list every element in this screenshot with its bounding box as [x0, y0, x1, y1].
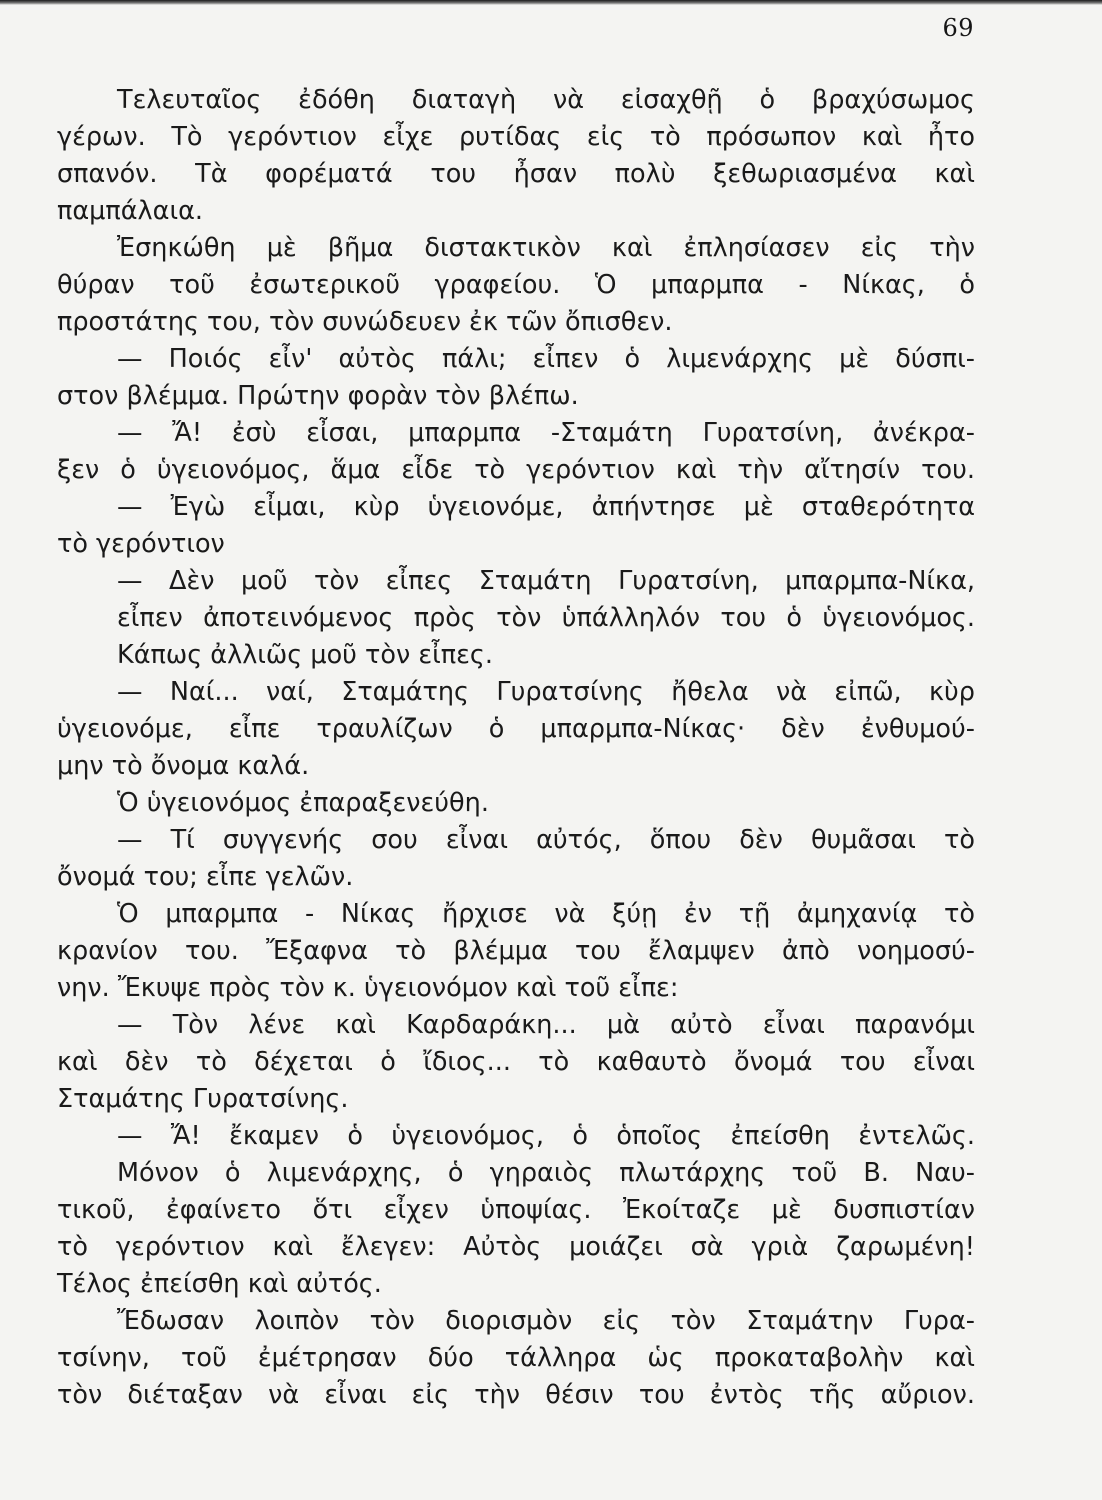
- text-line: — Τὸν λένε καὶ Καρδαράκη... μὰ αὐτὸ εἶναι παρανόμι: [117, 1010, 975, 1040]
- text-line: Ἔδωσαν λοιπὸν τὸν διορισμὸν εἰς τὸν Σταμάτην Γυρα-: [117, 1306, 975, 1336]
- text-line: προστάτης του, τὸν συνώδευεν ἐκ τῶν ὄπισθεν.: [57, 307, 673, 337]
- text-line: ξεν ὁ ὑγειονόμος, ἅμα εἶδε τὸ γερόντιον καὶ τὴν αἴτησίν του.: [57, 455, 975, 485]
- text-line: Ἐσηκώθη μὲ βῆμα διστακτικὸν καὶ ἐπλησίασεν εἰς τὴν: [117, 233, 975, 263]
- text-line: — Ἄ! ἔκαμεν ὁ ὑγειονόμος, ὁ ὁποῖος ἐπείσθη ἐντελῶς.: [117, 1121, 975, 1151]
- text-line: τὸν διέταξαν νὰ εἶναι εἰς τὴν θέσιν του ἐντὸς τῆς αὔριον.: [57, 1380, 975, 1410]
- text-line: τὸ γερόντιον καὶ ἔλεγεν: Αὐτὸς μοιάζει σὰ γριὰ ζαρωμένη!: [57, 1232, 975, 1262]
- text-line: — Ναί... ναί, Σταμάτης Γυρατσίνης ἤθελα νὰ εἰπῶ, κὺρ: [117, 677, 975, 707]
- text-line: ὄνομά του; εἶπε γελῶν.: [57, 862, 354, 892]
- body-text: [57, 82, 975, 1414]
- text-line: Κάπως ἀλλιῶς μοῦ τὸν εἶπες.: [117, 640, 493, 670]
- text-line: — Τί συγγενής σου εἶναι αὐτός, ὅπου δὲν θυμᾶσαι τὸ: [117, 825, 975, 855]
- text-line: — Δὲν μοῦ τὸν εἶπες Σταμάτη Γυρατσίνη, μπαρμπα-Νίκα,: [117, 566, 975, 596]
- text-line: σπανόν. Τὰ φορέματά του ἦσαν πολὺ ξεθωριασμένα καὶ: [57, 159, 975, 189]
- text-line: — Ποιός εἶν' αὐτὸς πάλι; εἶπεν ὁ λιμενάρχης μὲ δύσπι-: [117, 344, 975, 374]
- text-line: Ὁ μπαρμπα - Νίκας ἤρχισε νὰ ξύῃ ἐν τῇ ἀμηχανίᾳ τὸ: [117, 899, 975, 929]
- text-line: ὑγειονόμε, εἶπε τραυλίζων ὁ μπαρμπα-Νίκας· δὲν ἐνθυμού-: [57, 714, 975, 744]
- text-line: Σταμάτης Γυρατσίνης.: [57, 1084, 349, 1114]
- text-line: εἶπεν ἀποτεινόμενος πρὸς τὸν ὑπάλληλόν του ὁ ὑγειονόμος.: [117, 603, 975, 633]
- text-line: παμπάλαια.: [57, 196, 203, 226]
- text-line: — Ἐγὼ εἶμαι, κὺρ ὑγειονόμε, ἀπήντησε μὲ σταθερότητα: [117, 492, 975, 522]
- text-line: Μόνον ὁ λιμενάρχης, ὁ γηραιὸς πλωτάρχης τοῦ Β. Ναυ-: [117, 1158, 975, 1188]
- text-line: στον βλέμμα. Πρώτην φορὰν τὸν βλέπω.: [57, 381, 579, 411]
- text-line: — Ἄ! ἐσὺ εἶσαι, μπαρμπα -Σταμάτη Γυρατσίνη, ἀνέκρα-: [117, 418, 975, 448]
- text-line: Τέλος ἐπείσθη καὶ αὐτός.: [57, 1269, 382, 1299]
- text-line: Ὁ ὑγειονόμος ἐπαραξενεύθη.: [117, 788, 489, 818]
- text-line: κρανίον του. Ἔξαφνα τὸ βλέμμα του ἔλαμψεν ἀπὸ νοημοσύ-: [57, 936, 975, 966]
- text-line: Τελευταῖος ἐδόθη διαταγὴ νὰ εἰσαχθῇ ὁ βραχύσωμος: [117, 85, 975, 115]
- text-line: θύραν τοῦ ἐσωτερικοῦ γραφείου. Ὁ μπαρμπα - Νίκας, ὁ: [57, 270, 975, 300]
- text-line: τσίνην, τοῦ ἐμέτρησαν δύο τάλληρα ὡς προκαταβολὴν καὶ: [57, 1343, 975, 1373]
- text-line: τικοῦ, ἐφαίνετο ὅτι εἶχεν ὑποψίας. Ἐκοίταζε μὲ δυσπιστίαν: [57, 1195, 975, 1225]
- text-line: μην τὸ ὄνομα καλά.: [57, 751, 310, 781]
- text-line: καὶ δὲν τὸ δέχεται ὁ ἴδιος... τὸ καθαυτὸ ὄνομά του εἶναι: [57, 1047, 975, 1077]
- page-number: 69: [942, 14, 974, 42]
- text-line: τὸ γερόντιον: [57, 529, 225, 559]
- text-line: νην. Ἔκυψε πρὸς τὸν κ. ὑγειονόμον καὶ τοῦ εἶπε:: [57, 973, 679, 1003]
- page-edge-shadow: [0, 0, 1102, 5]
- text-line: γέρων. Τὸ γερόντιον εἶχε ρυτίδας εἰς τὸ πρόσωπον καὶ ἦτο: [57, 122, 975, 152]
